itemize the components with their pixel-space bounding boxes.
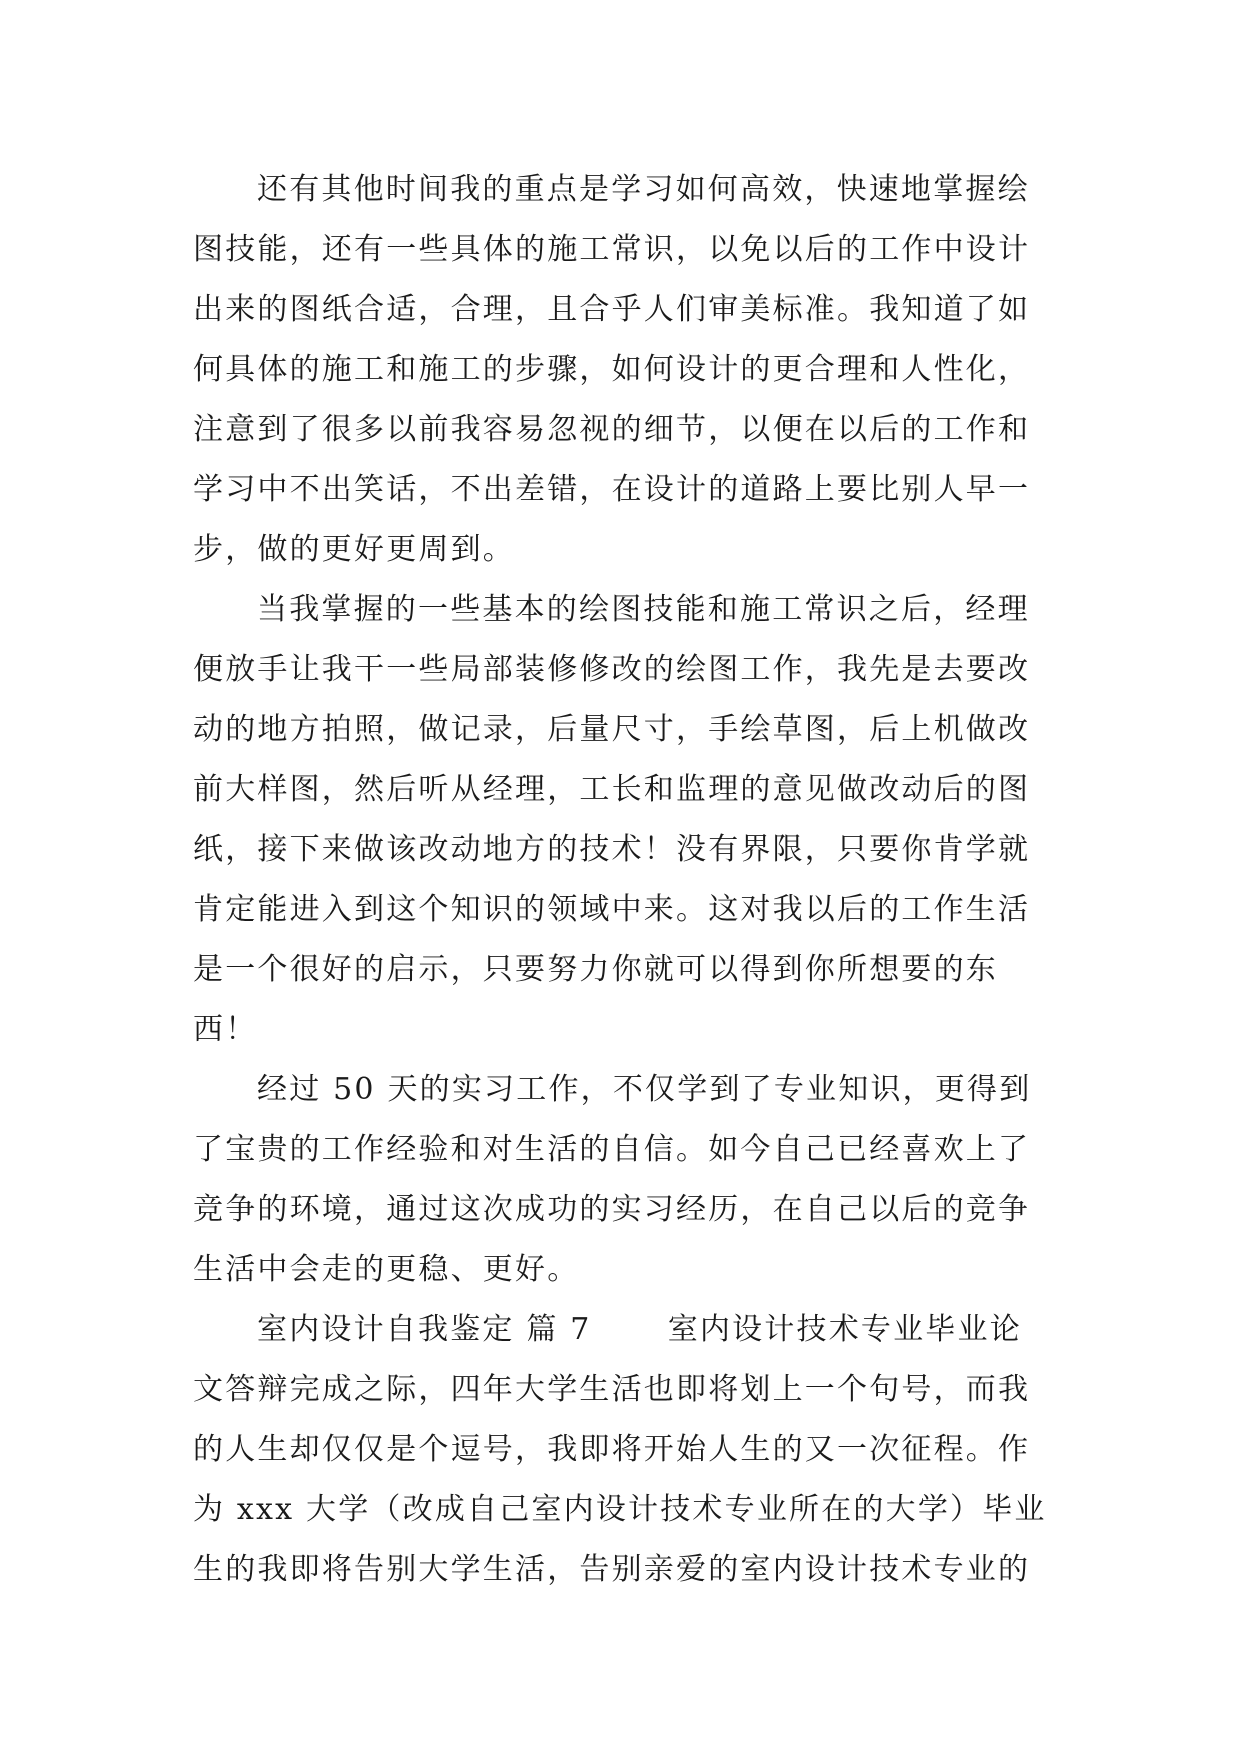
paragraph-1 bbox=[193, 160, 1049, 580]
text-line: 注意到了很多以前我容易忽视的细节，以便在以后的工作和 bbox=[193, 412, 1031, 447]
text-line: 动的地方拍照，做记录，后量尺寸，手绘草图，后上机做改 bbox=[193, 712, 1031, 747]
text-line: 学习中不出笑话，不出差错，在设计的道路上要比别人早一 bbox=[193, 472, 1031, 507]
text-line: 前大样图，然后听从经理，工长和监理的意见做改动后的图 bbox=[193, 772, 1031, 807]
text-line: 肯定能进入到这个知识的领域中来。这对我以后的工作生活 bbox=[193, 892, 1031, 927]
text-line: 便放手让我干一些局部装修修改的绘图工作，我先是去要改 bbox=[193, 652, 1031, 687]
text-line: 文答辩完成之际，四年大学生活也即将划上一个句号，而我 bbox=[193, 1372, 1031, 1407]
paragraph-2 bbox=[193, 580, 1049, 1060]
text-line: 图技能，还有一些具体的施工常识，以免以后的工作中设计 bbox=[193, 232, 1031, 267]
paragraph-3 bbox=[193, 1060, 1049, 1300]
text-line: 当我掌握的一些基本的绘图技能和施工常识之后，经理 bbox=[257, 592, 1030, 627]
text-line: 何具体的施工和施工的步骤，如何设计的更合理和人性化， bbox=[193, 352, 1031, 387]
text-line: 的人生却仅仅是个逗号，我即将开始人生的又一次征程。作 bbox=[193, 1432, 1031, 1467]
text-line: 生的我即将告别大学生活，告别亲爱的室内设计技术专业的 bbox=[193, 1552, 1031, 1587]
text-line: 竞争的环境，通过这次成功的实习经历，在自己以后的竞争 bbox=[193, 1192, 1031, 1227]
text-line: 室内设计自我鉴定 篇 7 室内设计技术专业毕业论 bbox=[257, 1312, 1022, 1347]
text-line: 纸，接下来做该改动地方的技术！没有界限，只要你肯学就 bbox=[193, 832, 1031, 867]
text-line: 经过 50 天的实习工作，不仅学到了专业知识，更得到 bbox=[257, 1072, 1032, 1107]
text-line: 出来的图纸合适，合理，且合乎人们审美标准。我知道了如 bbox=[193, 292, 1031, 327]
text-line: 还有其他时间我的重点是学习如何高效，快速地掌握绘 bbox=[257, 172, 1030, 207]
text-line: 步，做的更好更周到。 bbox=[193, 532, 515, 567]
text-line: 为 xxx 大学（改成自己室内设计技术专业所在的大学）毕业 bbox=[193, 1492, 1047, 1527]
text-line: 是一个很好的启示，只要努力你就可以得到你所想要的东 bbox=[193, 952, 998, 987]
text-line: 西！ bbox=[193, 1012, 258, 1047]
body-text bbox=[193, 160, 1049, 1600]
text-line: 了宝贵的工作经验和对生活的自信。如今自己已经喜欢上了 bbox=[193, 1132, 1031, 1167]
text-line: 生活中会走的更稳、更好。 bbox=[193, 1252, 580, 1287]
paragraph-4 bbox=[193, 1300, 1049, 1600]
